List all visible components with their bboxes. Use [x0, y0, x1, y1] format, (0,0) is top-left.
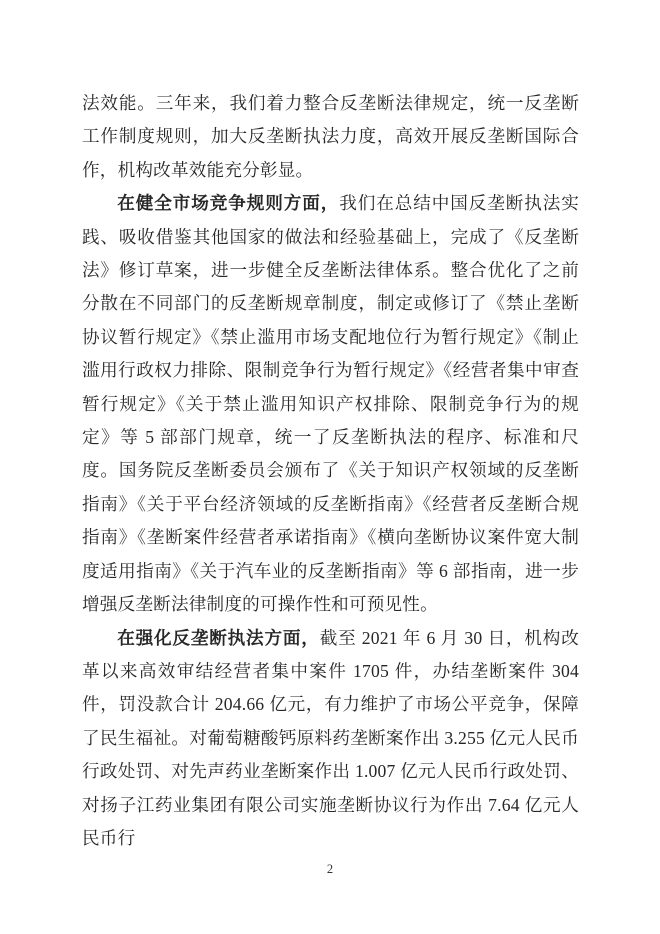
paragraph-body: 截至 2021 年 6 月 30 日，机构改革以来高效审结经营者集中案件 1705 件，办结垄断案件 304 件，罚没款合计 204.66 亿元，有力维护了市场公平竞争，保障了民生福祉。对葡萄糖酸钙原料药垄断案作出 3.255 亿元人民币行政处罚、对先声药业垄断案作出 1.007 亿元人民币行政处罚、对扬子江药业集团有限公司实施垄断协议行为作出 7.64 亿元人民币行 — [82, 627, 580, 848]
paragraph — [82, 622, 579, 856]
document-body — [82, 87, 579, 855]
paragraph-body: 我们在总结中国反垄断执法实践、吸收借鉴其他国家的做法和经验基础上，完成了《反垄断法》修订草案，进一步健全反垄断法律体系。整合优化了之前分散在不同部门的反垄断规章制度，制定或修订了《禁止垄断协议暂行规定》《禁止滥用市场支配地位行为暂行规定》《制止滥用行政权力排除、限制竞争行为暂行规定》《经营者集中审查暂行规定》《关于禁止滥用知识产权排除、限制竞争行为的规定》等 5 部部门规章，统一了反垄断执法的程序、标准和尺度。国务院反垄断委员会颁布了《关于知识产权领域的反垄断指南》《关于平台经济领域的反垄断指南》《经营者反垄断合规指南》《垄断案件经营者承诺指南》《横向垄断协议案件宽大制度适用指南》《关于汽车业的反垄断指南》等 6 部指南，进一步增强反垄断法律制度的可操作性和可预见性。 — [82, 193, 579, 615]
paragraph-lead: 在强化反垄断执法方面， — [117, 627, 320, 648]
paragraph-body: 法效能。三年来，我们着力整合反垄断法律规定，统一反垄断工作制度规则，加大反垄断执法力度，高效开展反垄断国际合作，机构改革效能充分彰显。 — [82, 93, 579, 180]
paragraph — [82, 87, 579, 187]
paragraph-lead: 在健全市场竞争规则方面， — [117, 193, 340, 214]
page-number: 2 — [326, 862, 334, 876]
paragraph — [82, 187, 579, 621]
page-footer — [0, 860, 660, 878]
